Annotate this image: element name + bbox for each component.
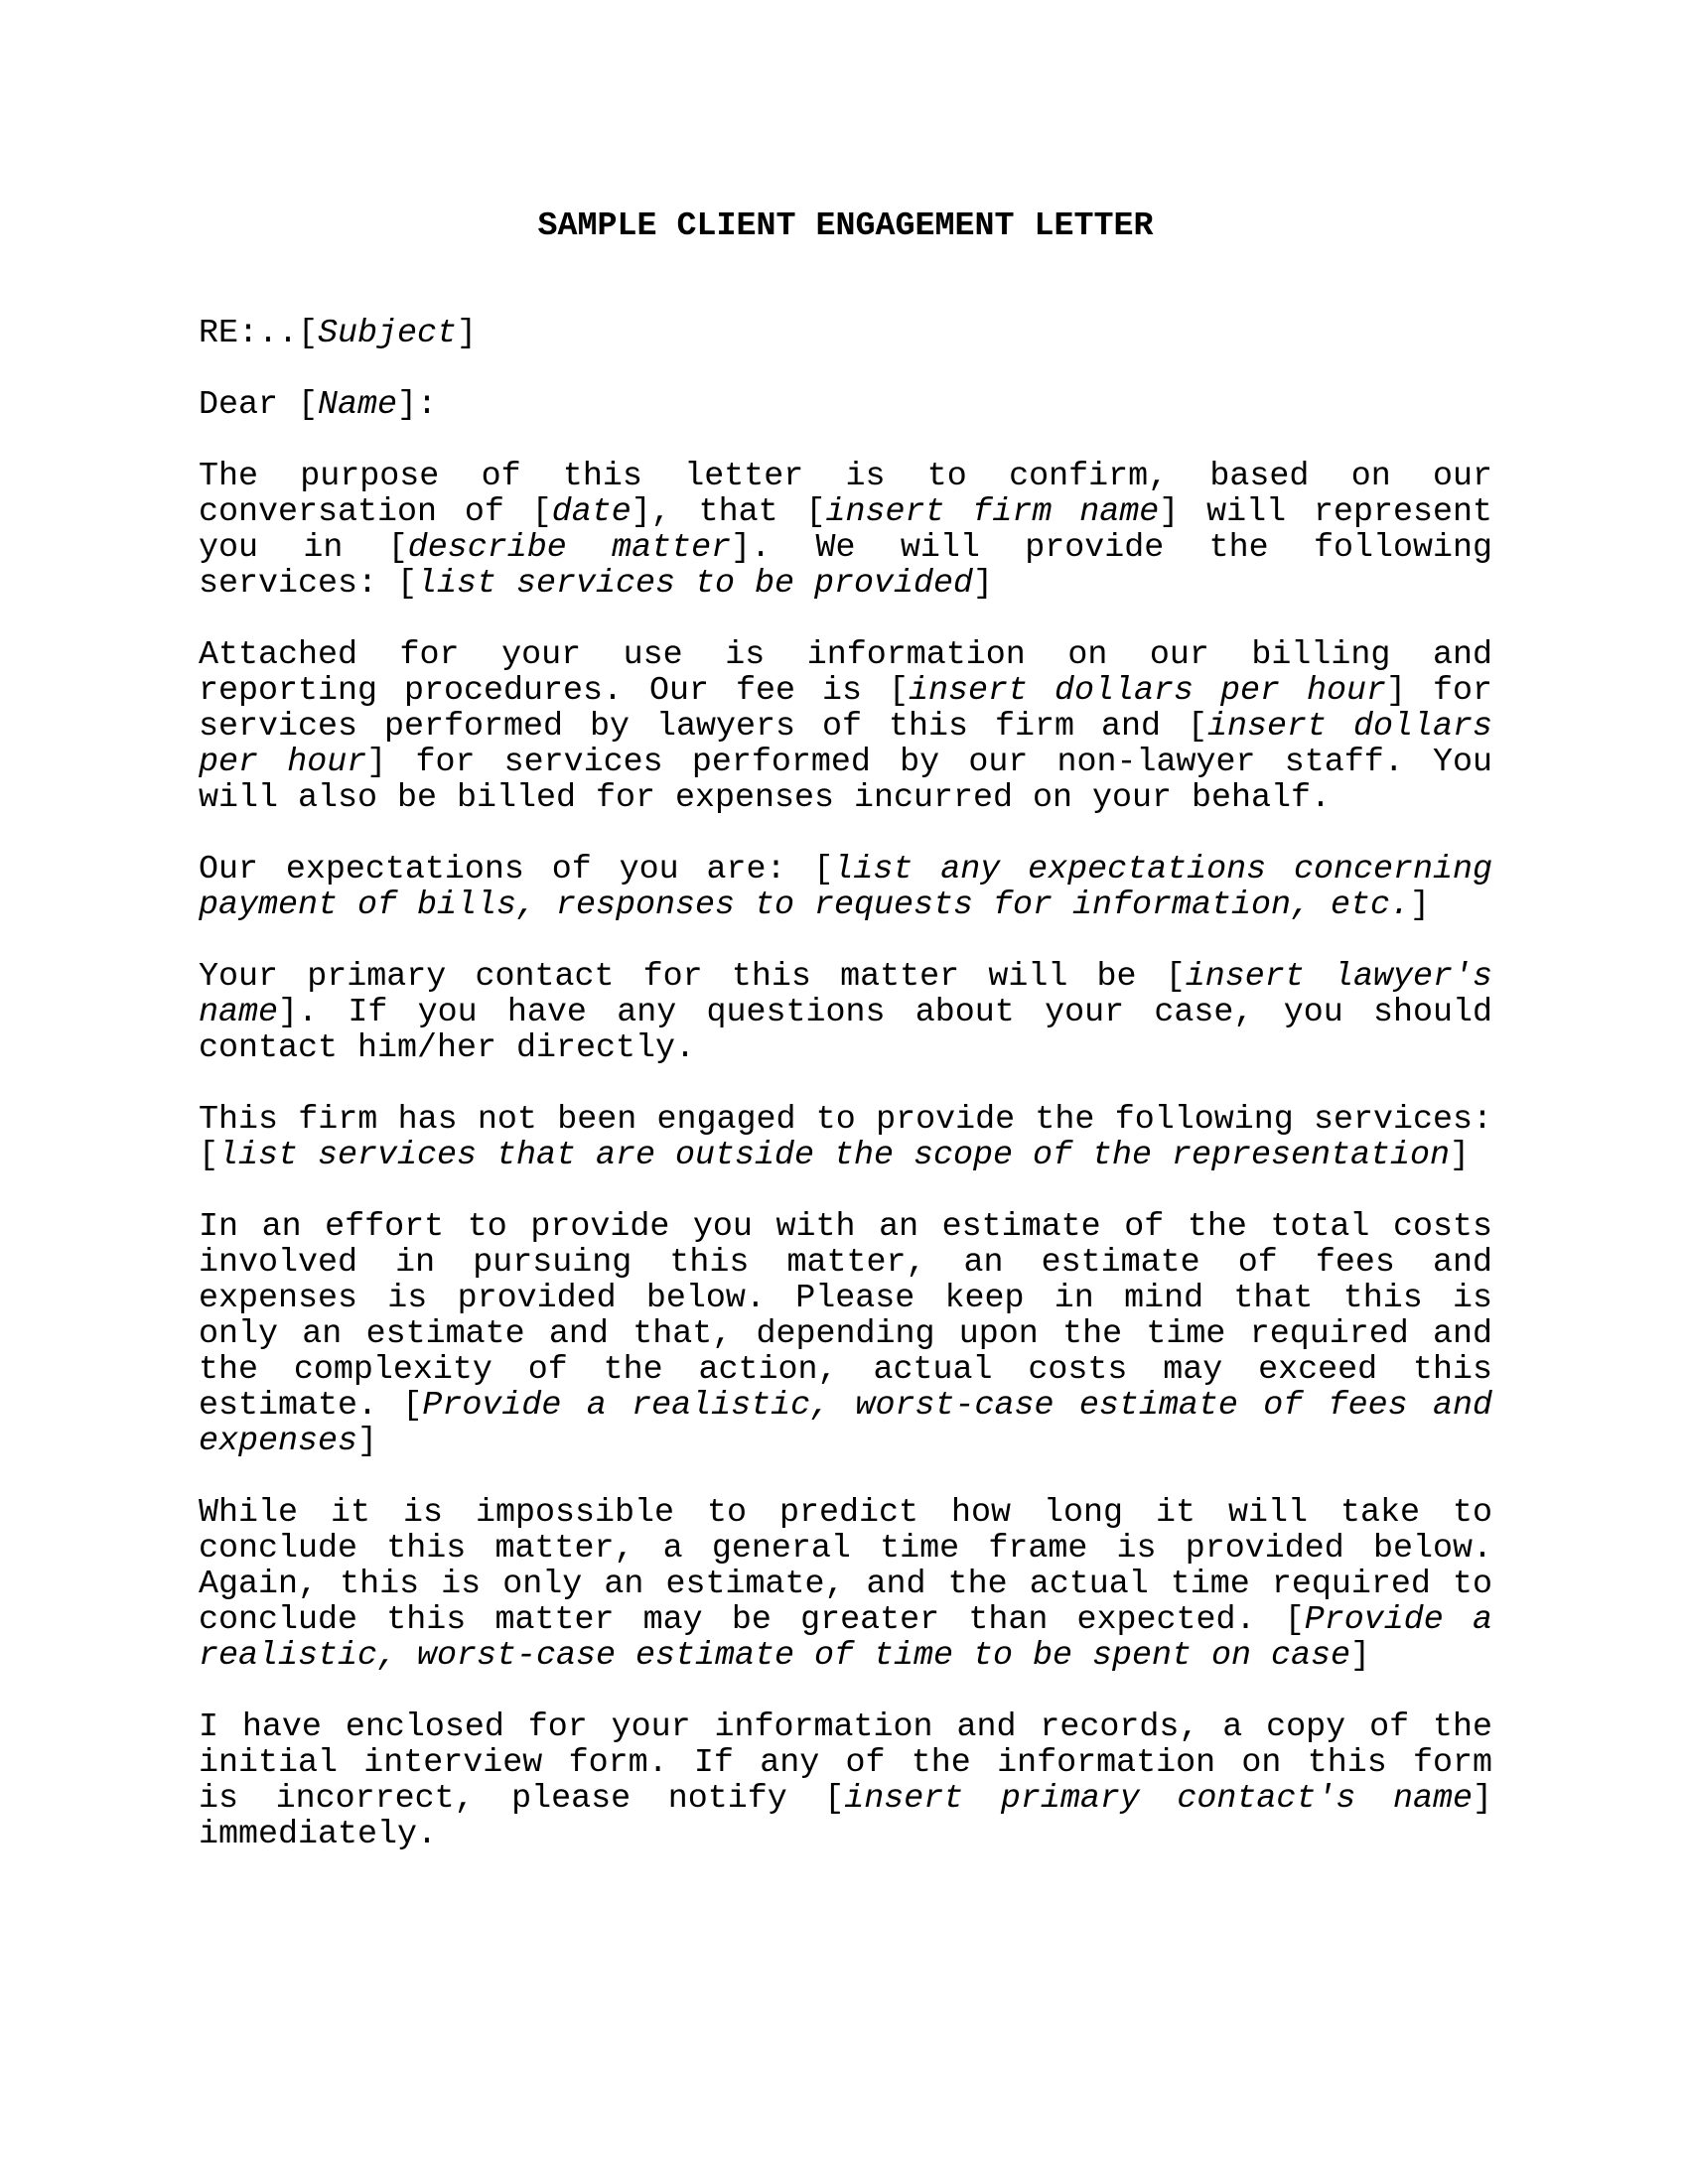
letter-text: ]	[457, 315, 478, 352]
placeholder-text: list services that are outside the scope of the representation	[218, 1137, 1451, 1174]
placeholder-text: list services to be provided	[417, 565, 974, 603]
letter-text: ]	[1472, 1780, 1492, 1818]
letter-title: SAMPLE CLIENT ENGAGEMENT LETTER	[537, 207, 1154, 245]
letter-line	[199, 995, 1492, 1030]
letter-line	[199, 1709, 1492, 1745]
placeholder-text: payment of bills, responses to requests for information, etc.	[199, 887, 1411, 924]
letter-text: While it is impossible to predict how long it will take to	[199, 1494, 1492, 1532]
time-estimate-paragraph	[199, 1495, 1492, 1674]
letter-text: ]	[1450, 1137, 1471, 1174]
letter-text: conversation of [	[199, 493, 552, 531]
letter-line	[199, 709, 1492, 745]
letter-text: involved in pursuing this matter, an estimate of fees and	[199, 1244, 1492, 1282]
re-line	[199, 316, 1492, 351]
letter-text: The purpose of this letter is to confirm, based on our	[199, 458, 1492, 495]
placeholder-text: Provide a realistic, worst-case estimate of fees and	[422, 1387, 1492, 1425]
placeholder-text: insert dollars	[1206, 708, 1492, 746]
letter-text: Again, this is only an estimate, and the actual time required to	[199, 1566, 1492, 1603]
placeholder-text: list any expectations concerning	[833, 851, 1492, 888]
placeholder-text: insert primary contact's name	[844, 1780, 1473, 1818]
letter-text: ] for	[1385, 672, 1492, 710]
letter-body	[199, 316, 1492, 1852]
letter-line	[199, 852, 1492, 887]
placeholder-text: Subject	[318, 315, 458, 352]
interview-form-paragraph	[199, 1709, 1492, 1852]
letter-line	[199, 1567, 1492, 1602]
letter-text: In an effort to provide you with an estimate of the total costs	[199, 1208, 1492, 1246]
placeholder-text: insert lawyer's	[1185, 958, 1492, 996]
letter-text: conclude this matter may be greater than expected. [	[199, 1601, 1305, 1639]
letter-line	[199, 1388, 1492, 1424]
letter-line	[199, 637, 1492, 673]
letter-line	[199, 387, 1492, 423]
letter-line	[199, 494, 1492, 530]
letter-line	[199, 1424, 1492, 1459]
letter-text: only an estimate and that, depending upon the time required and	[199, 1315, 1492, 1353]
letter-line	[199, 1602, 1492, 1638]
placeholder-text: expenses	[199, 1423, 358, 1460]
placeholder-text: describe matter	[407, 529, 732, 567]
letter-text: services performed by lawyers of this firm and [	[199, 708, 1207, 746]
letter-text: contact him/her directly.	[199, 1029, 696, 1067]
letter-text: [	[199, 1137, 219, 1174]
letter-line	[199, 1352, 1492, 1388]
letter-line	[199, 780, 1492, 816]
letter-line	[199, 1781, 1492, 1817]
placeholder-text: realistic, worst-case estimate of time to be spent on case	[199, 1637, 1351, 1675]
placeholder-text: name	[199, 994, 279, 1031]
letter-text: will also be billed for expenses incurred on your behalf.	[199, 779, 1332, 817]
salutation	[199, 387, 1492, 423]
letter-text: ] for services performed by our non-lawyer staff. You	[366, 744, 1492, 781]
expectations-paragraph	[199, 852, 1492, 923]
letter-text: is incorrect, please notify [	[199, 1780, 845, 1818]
placeholder-text: Name	[318, 386, 398, 424]
placeholder-text: per hour	[199, 744, 367, 781]
purpose-paragraph	[199, 459, 1492, 602]
letter-line	[199, 459, 1492, 494]
letter-text: ]:	[397, 386, 438, 424]
letter-text: initial interview form. If any of the information on this form	[199, 1744, 1492, 1782]
letter-text: Our expectations of you are: [	[199, 851, 834, 888]
letter-text: conclude this matter, a general time frame is provided below.	[199, 1530, 1492, 1568]
letter-text: ]. If you have any questions about your case, you should	[278, 994, 1492, 1031]
letter-text: This firm has not been engaged to provide the following services:	[199, 1101, 1492, 1139]
letter-text: ]	[973, 565, 994, 603]
letter-line	[199, 1209, 1492, 1245]
letter-line	[199, 1245, 1492, 1281]
letter-line	[199, 1817, 1492, 1852]
letter-line	[199, 1138, 1492, 1173]
letter-text: immediately.	[199, 1816, 438, 1853]
letter-text: the complexity of the action, actual costs may exceed this	[199, 1351, 1492, 1389]
primary-contact-paragraph	[199, 959, 1492, 1066]
letter-line	[199, 745, 1492, 780]
letter-text: expenses is provided below. Please keep in mind that this is	[199, 1280, 1492, 1317]
letter-line	[199, 1495, 1492, 1531]
letter-text: Attached for your use is information on our billing and	[199, 636, 1492, 674]
letter-text: Dear [	[199, 386, 319, 424]
billing-paragraph	[199, 637, 1492, 816]
letter-line	[199, 316, 1492, 351]
letter-text: ]. We will provide the following	[731, 529, 1492, 567]
letter-line	[199, 959, 1492, 995]
letter-text: ]	[357, 1423, 378, 1460]
letter-line	[199, 1745, 1492, 1781]
letter-line	[199, 1281, 1492, 1316]
letter-text: estimate. [	[199, 1387, 423, 1425]
letter-line	[199, 566, 1492, 602]
placeholder-text: Provide a	[1304, 1601, 1492, 1639]
placeholder-text: date	[551, 493, 632, 531]
letter-text: services: [	[199, 565, 418, 603]
letter-line	[199, 1102, 1492, 1138]
letter-content	[199, 208, 1492, 1888]
letter-line	[199, 1531, 1492, 1567]
placeholder-text: insert firm name	[825, 493, 1160, 531]
letter-line	[199, 673, 1492, 709]
letter-text: ] will represent	[1159, 493, 1492, 531]
letter-line	[199, 1638, 1492, 1674]
letter-text: reporting procedures. Our fee is [	[199, 672, 909, 710]
placeholder-text: insert dollars per hour	[908, 672, 1386, 710]
letter-text: ]	[1410, 887, 1431, 924]
cost-estimate-paragraph	[199, 1209, 1492, 1459]
letter-text: ]	[1350, 1637, 1371, 1675]
scope-exclusions-paragraph	[199, 1102, 1492, 1173]
letter-line	[199, 530, 1492, 566]
letter-text: I have enclosed for your information and records, a copy of the	[199, 1708, 1492, 1746]
letter-line	[199, 887, 1492, 923]
letter-text: Your primary contact for this matter will be [	[199, 958, 1186, 996]
letter-text: you in [	[199, 529, 408, 567]
letter-line	[199, 1316, 1492, 1352]
letter-text: ], that [	[631, 493, 826, 531]
letter-line	[199, 1030, 1492, 1066]
letter-text: RE:..[	[199, 315, 319, 352]
